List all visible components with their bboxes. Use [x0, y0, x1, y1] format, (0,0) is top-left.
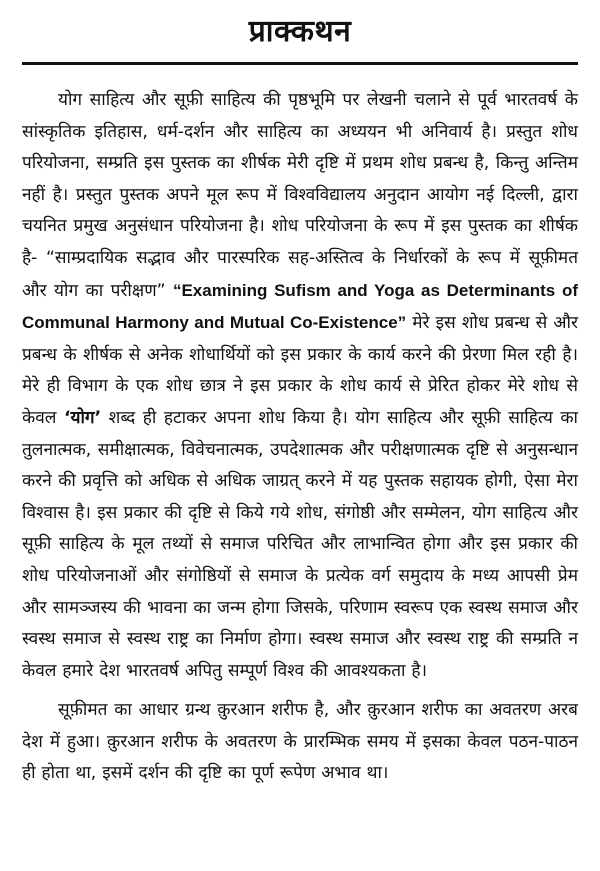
emphasized-word: ‘योग’ [63, 407, 102, 428]
paragraph-1-part-3: शब्द ही हटाकर अपना शोध किया है। योग साहित्य और सूफ़ी साहित्य का तुलनात्मक, समीक्षात्मक, विवेचनात्मक, उपदेशात्मक और परीक्षणात्मक दृष्टि से अनुसन्धान करने की प्रवृत्ति को अधिक से अधिक जाग्रत् करने में यह पुस्तक सहायक होगी, ऐसा मेरा विश्वास है। इस प्रकार की दृष्टि से किये गये शोध, संगोष्ठी और सम्मेलन, योग साहित्य और सूफ़ी साहित्य के मूल तथ्यों से समाज परिचित और लाभान्वित होगा और इस प्रकार की शोध परियोजनाओं और संगोष्ठियों से समाज के प्रत्येक वर्ग समुदाय के मध्य आपसी प्रेम और सामञ्जस्य की भावना का जन्म होगा जिसके, परिणाम स्वरूप एक स्वस्थ समाज और स्वस्थ समाज से स्वस्थ राष्ट्र का निर्माण होगा। स्वस्थ समाज और स्वस्थ राष्ट्र की सम्प्रति न केवल हमारे देश भारतवर्ष अपितु सम्पूर्ण विश्व की आवश्यकता है। [22, 407, 578, 681]
paragraph-1-part-1: योग साहित्य और सूफ़ी साहित्य की पृष्ठभूमि पर लेखनी चलाने से पूर्व भारतवर्ष के सांस्कृतिक इतिहास, धर्म-दर्शन और साहित्य का अध्ययन भी अनिवार्य है। प्रस्तुत शोध परियोजना, सम्प्रति इस पुस्तक का शीर्षक मेरी दृष्टि में प्रथम शोध प्रबन्ध है, किन्तु अन्तिम नहीं है। प्रस्तुत पुस्तक अपने मूल रूप में विश्वविद्यालय अनुदान आयोग नई दिल्ली, द्वारा चयनित प्रमुख अनुसंधान परियोजना है। शोध परियोजना के रूप में इस पुस्तक का शीर्षक है- “साम्प्रदायिक सद्भाव और पारस्परिक सह-अस्तित्व के निर्धारकों के रूप में सूफ़ीमत और योग का परीक्षण” [22, 90, 578, 301]
paragraph-1-part-2: मेरे इस शोध प्रबन्ध से और प्रबन्ध के शीर्षक से अनेक शोधार्थियों को इस प्रकार के कार्य करने की प्रेरणा मिल रही है। मेरे ही विभाग के एक शोध छात्र ने इस प्रकार के शोध कार्य से प्रेरित होकर मेरे शोध से केवल [22, 313, 578, 428]
page-title: प्राक्कथन [248, 14, 352, 49]
title-divider [22, 62, 578, 65]
english-title: “Examining Sufism and Yoga as Determinants of Communal Harmony and Mutual Co-Existence” [22, 280, 578, 333]
paragraph-2-text: सूफ़ीमत का आधार ग्रन्थ क़ुरआन शरीफ है, और क़ुरआन शरीफ का अवतरण अरब देश में हुआ। क़ुरआन शरीफ के अवतरण के प्रारम्भिक समय में इसका केवल पठन-पाठन ही होता था, इसमें दर्शन की दृष्टि का पूर्ण रूपेण अभाव था। [22, 700, 578, 784]
paragraph-1 [22, 85, 578, 687]
paragraph-2 [22, 695, 578, 790]
